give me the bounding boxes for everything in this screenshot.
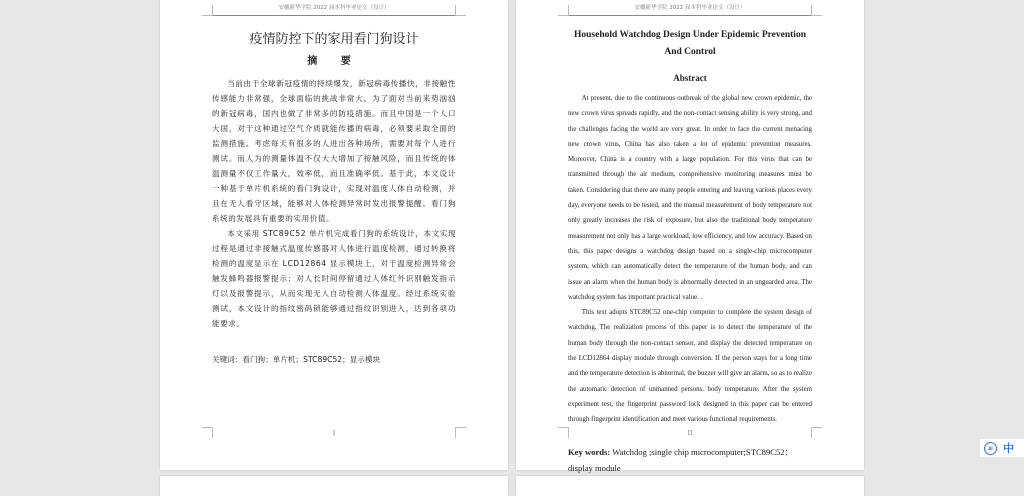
keywords-label: Key words: [568,446,611,457]
corner-mark [811,5,822,16]
keywords-value: Watchdog ;single chip microcomputer;STC89C52；display module [568,446,794,473]
page-number: I [332,430,336,437]
ai-assistant-icon[interactable]: AI [984,442,997,455]
page-body [568,0,812,476]
abstract-heading: Abstract [673,73,707,83]
abstract-heading: 摘 要 [307,56,361,67]
page-header: 安徽新华学院 2022 届本科毕业论文（设计） [634,5,746,11]
page-4 [516,476,864,496]
corner-mark [455,5,466,16]
language-toggle-button[interactable]: 中 [1003,442,1014,455]
floating-toolbar [980,439,1024,457]
abstract-paragraph: 当前由于全球新冠疫情的持续爆发，新冠病毒传播快，非接触性传感能力非常强，全球面临的挑战非常大。为了面对当前来势汹汹的新冠病毒，国内也做了非常多的防疫措施。而且中国是一个人口大国，对于这种通过空气介质就能传播的病毒，必须要采取全面的监测措施。考虑每天有很多的人进出各种场所，需要对每个人进行测试。而人为的测量体温不仅大大增加了接触风险，而且传统的体温测量不仅工作量大，效率低，而且准确率低。基于此，本文设计一种基于单片机系统的看门狗设计，实现对温度人体自动检测，并且在无人看守区域，能够对人体检测异常时发出报警提醒。看门狗系统的发展具有重要的实用价值。 [212,79,456,223]
keywords [568,444,812,476]
page-header: 安徽新华学院 2022 届本科毕业论文（设计） [278,5,390,11]
document-title: Household Watchdog Design Under Epidemic Prevention And Control [574,30,806,57]
page-3 [160,476,508,496]
abstract-paragraph: 本文采用 STC89C52 单片机完成看门狗的系统设计，本文实现过程是通过非接触式温度传感器对人体进行温度检测，通过转换将检测的温度显示在 LCD12864 显示模块上，对于温度检测异常会触发蜂鸣器报警提示；对人长时间停留通过人体红外识别触发指示灯以及报警提示，从而实现无人自动检测人体温度。经过系统实验测试，本文设计的指纹密码锁能够通过指纹识别进入，达到各项功能要求。 [212,229,456,328]
page-number: II [687,430,693,437]
page-body [212,10,456,365]
page-2 [516,0,864,473]
page-1 [160,0,508,470]
abstract-paragraph: This text adopts STC89C52 one-chip computer to complete the system design of watchdog. The realization process of this paper is to detect the temperature of the human body through the non-contact sensor, and display the detected temperature on the LCD12864 display module through conversion. If the person stays for a long time and the temperature detection is abnormal, the buzzer will give an alarm, so as to realize the automatic detection of unmanned persons. body temperature. After the system experiment test, the fingerprint password lock designed in this paper can be entered through fingerprint identification and meet various functional requirements. [568,309,812,424]
keywords: 关键词：看门狗；单片机；STC89C52；显示模块 [212,355,381,364]
document-title: 疫情防控下的家用看门狗设计 [249,32,419,47]
abstract-paragraph: At present, due to the continuous outbreak of the global new crown epidemic, the new crown virus spreads rapidly, and the non-contact sensing ability is very strong, and the challenges facing the world are very great. In order to face the current menacing new crown virus, China has also taken a lot of epidemic prevention measures. Moreover, China is a country with a large population. For this virus that can be transmitted through the air medium, comprehensive monitoring measures must be taken. Considering that there are many people entering and leaving various places every day, everyone needs to be tested, and the manual measurement of body temperature not only greatly increases the risk of exposure, but also the traditional body temperature measurement not only has a large workload, low efficiency, and low accuracy. Based on this, this paper designs a watchdog design based on a single-chip microcomputer system, which can automatically detect the temperature of the human body, and can issue an alarm when the human body is abnormally detected in an unguarded area. The watchdog system has important practical value. . [568,95,812,301]
